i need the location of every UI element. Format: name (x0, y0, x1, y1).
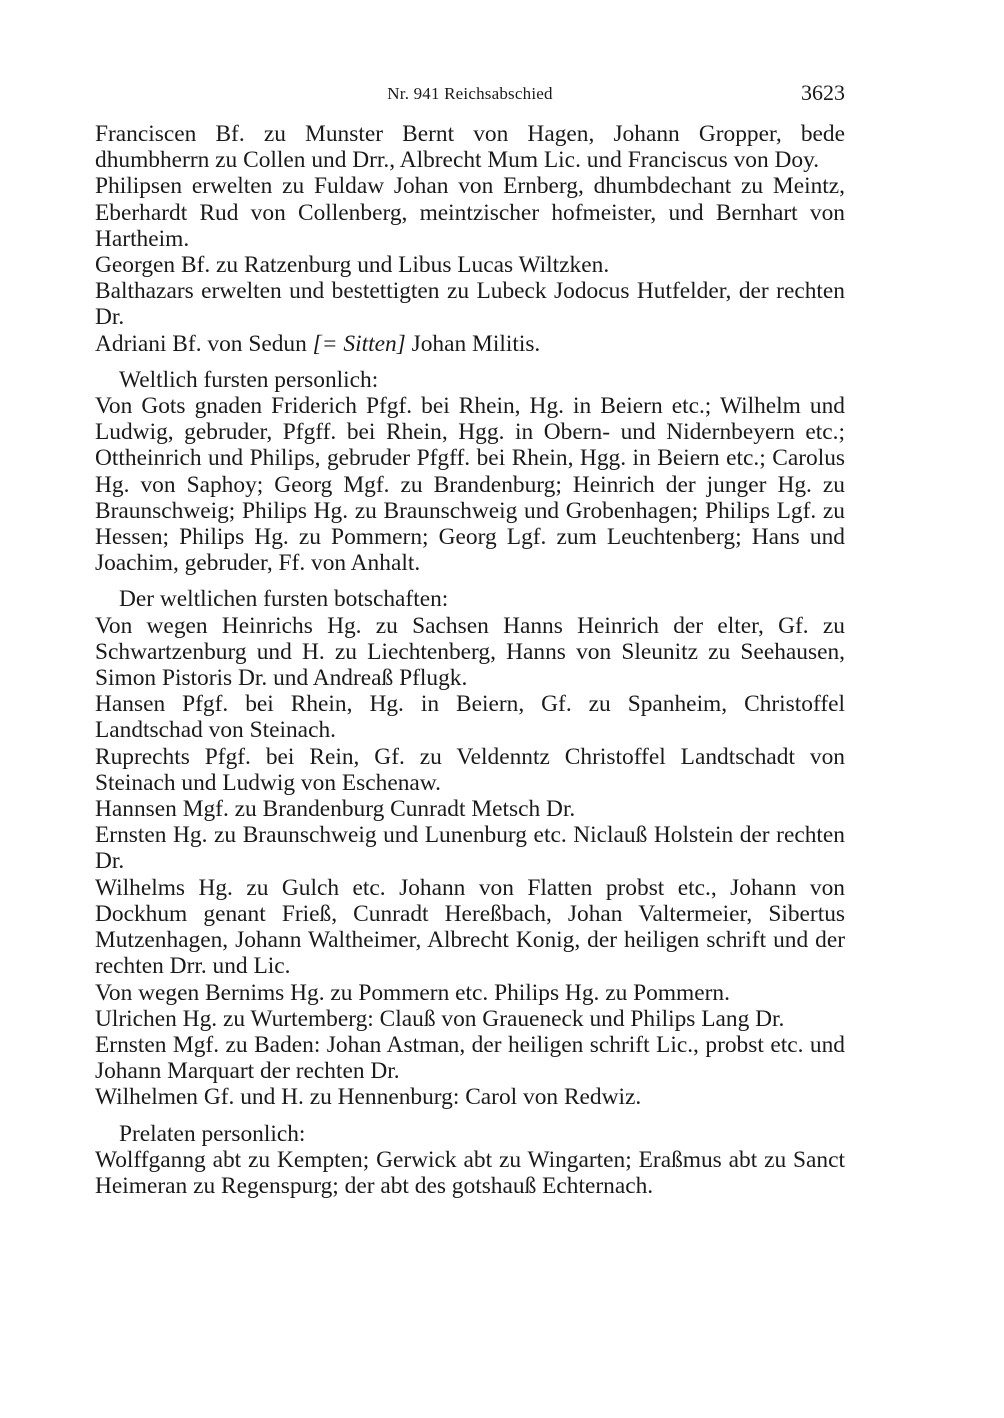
main-text (95, 121, 845, 1199)
page-number: 3623 (801, 80, 845, 105)
section-heading-prelaten: Prelaten personlich: (119, 1120, 306, 1147)
entry-paragraph: Wolffganng abt zu Kempten; Gerwick abt zu Wingarten; Eraßmus abt zu Sanct Heimeran zu Regenspurg; der abt des gotshauß Echternach. (95, 1146, 845, 1199)
entry-paragraph: Ernsten Mgf. zu Baden: Johan Astman, der heiligen schrift Lic., probst etc. und Johann Marquart der rechten Dr. (95, 1031, 845, 1085)
section-heading-botschaften: Der weltlichen fursten botschaften: (119, 586, 449, 613)
entry-paragraph: Philipsen erwelten zu Fuldaw Johan von Ernberg, dhumbdechant zu Meintz, Eberhardt Rud von Collenberg, meintzischer hofmeister, und Bernhart von Hartheim. (95, 173, 845, 252)
entry-paragraph: Hannsen Mgf. zu Brandenburg Cunradt Metsch Dr. (95, 796, 576, 823)
entry-paragraph: Von Gots gnaden Friderich Pfgf. bei Rhein, Hg. in Beiern etc.; Wilhelm und Ludwig, gebruder, Pfgff. bei Rhein, Hgg. in Obern- und Nidernbeyern etc.; Ottheinrich und Philips, gebruder Pfgff. bei Rhein, Hgg. in Beiern etc.; Carolus Hg. von Saphoy; Georg Mgf. zu Brandenburg; Heinrich der junger Hg. zu Braunschweig; Philips Hg. zu Braunschweig und Grobenhagen; Philips Lgf. zu Hessen; Philips Hg. zu Pommern; Georg Lgf. zum Leuchtenberg; Hans und Joachim, gebruder, Ff. von Anhalt. (95, 393, 845, 577)
editorial-note: [= Sitten] (312, 330, 406, 357)
page-header (95, 80, 845, 112)
running-header: Nr. 941 Reichsabschied (387, 84, 553, 103)
entry-paragraph: Georgen Bf. zu Ratzenburg und Libus Lucas Wiltzken. (95, 252, 610, 279)
entry-paragraph: Wilhelms Hg. zu Gulch etc. Johann von Flatten probst etc., Johann von Dockhum genant Frieß, Cunradt Hereßbach, Johan Valtermeier, Sibertus Mutzenhagen, Johann Waltheimer, Albrecht Konig, der heiligen schrift und der rechten Drr. und Lic. (95, 874, 845, 980)
entry-paragraph: Ruprechts Pfgf. bei Rein, Gf. zu Veldenntz Christoffel Landtschadt von Steinach und Ludwig von Eschenaw. (95, 743, 845, 796)
entry-paragraph: Franciscen Bf. zu Munster Bernt von Hagen, Johann Gropper, bede dhumbherrn zu Collen und Drr., Albrecht Mum Lic. und Franciscus von Doy. (95, 121, 845, 174)
entry-paragraph: Ernsten Hg. zu Braunschweig und Lunenburg etc. Niclauß Holstein der rechten Dr. (95, 822, 845, 875)
entry-paragraph: Von wegen Heinrichs Hg. zu Sachsen Hanns Heinrich der elter, Gf. zu Schwartzenburg und H. zu Liechtenberg, Hanns von Sleunitz zu Seehausen, Simon Pistoris Dr. und Andreaß Pflugk. (95, 612, 845, 692)
entry-text: Johan Militis. (405, 330, 541, 357)
entry-paragraph: Hansen Pfgf. bei Rhein, Hg. in Beiern, Gf. zu Spanheim, Christoffel Landtschad von Steinach. (95, 691, 845, 744)
entry-paragraph: Von wegen Bernims Hg. zu Pommern etc. Philips Hg. zu Pommern. (95, 979, 730, 1006)
section-heading-weltlich-fursten: Weltlich fursten personlich: (119, 366, 379, 393)
entry-paragraph: Wilhelmen Gf. und H. zu Hennenburg: Carol von Redwiz. (95, 1084, 642, 1111)
entry-text: Adriani Bf. von Sedun (95, 330, 313, 357)
entry-paragraph-with-note (95, 331, 845, 357)
entry-paragraph: Balthazars erwelten und bestettigten zu Lubeck Jodocus Hutfelder, der rechten Dr. (95, 278, 845, 331)
entry-paragraph: Ulrichen Hg. zu Wurtemberg: Clauß von Graueneck und Philips Lang Dr. (95, 1005, 785, 1032)
